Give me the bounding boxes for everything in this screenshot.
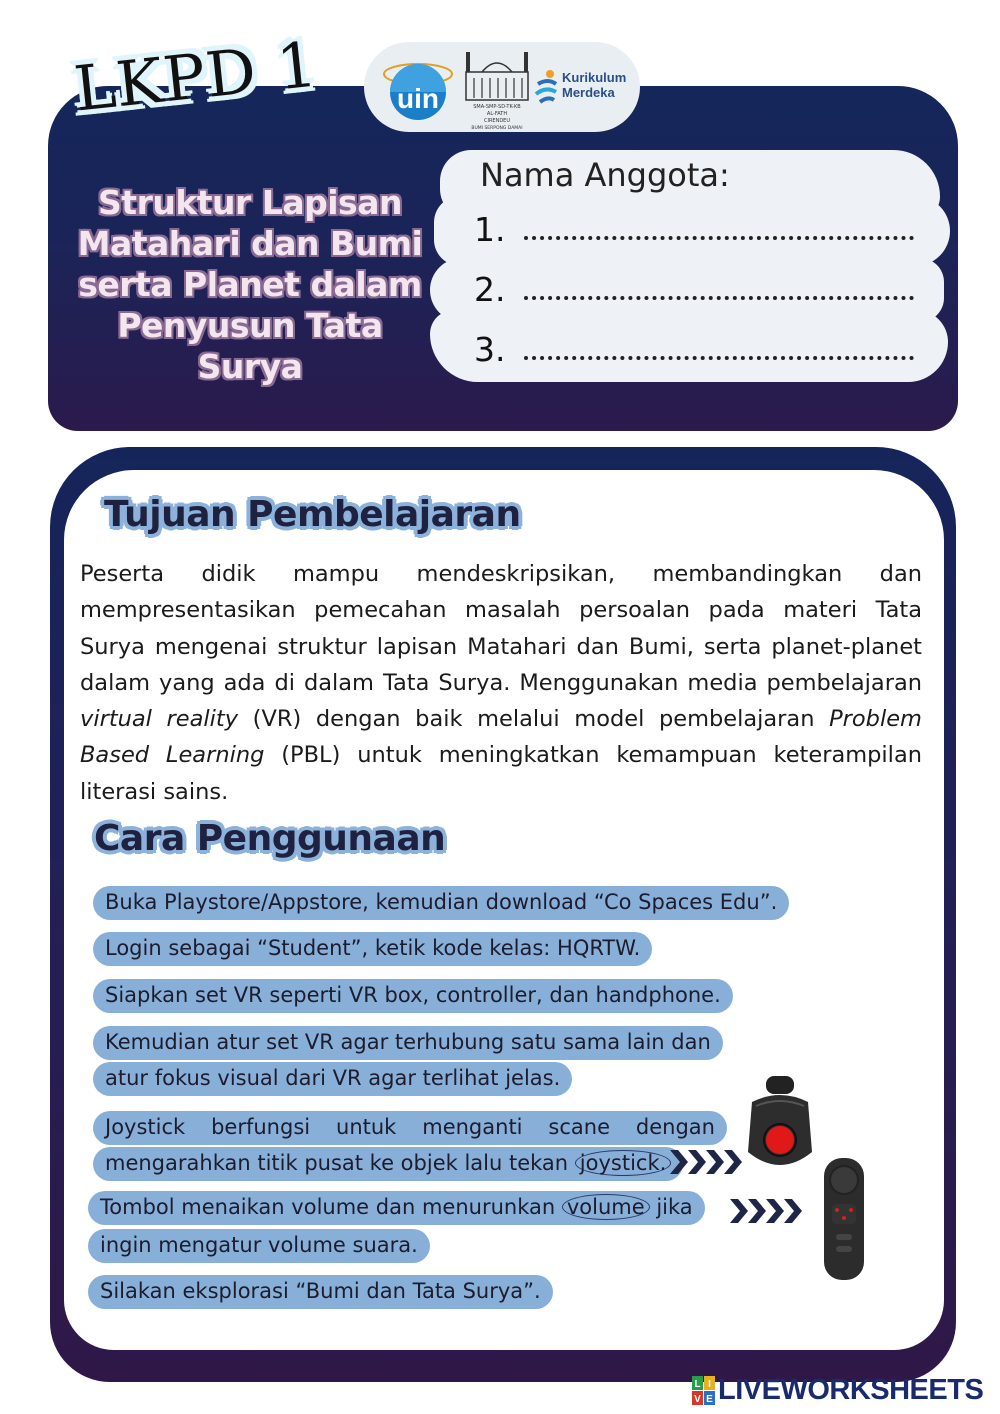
step-6 — [88, 1191, 705, 1225]
step-1-text: Buka Playstore/Appstore, kemudian download “Co Spaces Edu”. — [93, 886, 789, 920]
mosque-caption-3: CIRENDEU — [483, 118, 511, 124]
step-3-text: Siapkan set VR seperti VR box, controller, dan handphone. — [93, 979, 733, 1013]
subject-title-line-2: Matahari dan Bumi — [77, 224, 423, 263]
step-7 — [88, 1275, 553, 1309]
kurikulum-merdeka-icon — [534, 68, 560, 106]
subject-title-line-1: Struktur Lapisan — [98, 183, 402, 222]
members-card — [430, 150, 950, 382]
live-badge-icon — [692, 1376, 716, 1406]
member-row-2[interactable] — [474, 270, 506, 309]
step-4 — [93, 1026, 723, 1060]
step-6-line-1-end: jika — [649, 1195, 693, 1219]
subject-title-line-4: Penyusun Tata Surya — [117, 306, 383, 386]
step-6-line-1-text: Tombol menaikan volume dan menurunkan — [100, 1195, 562, 1219]
member-number-3: 3. — [474, 330, 506, 369]
mosque-caption-1: SMA-SMP-SD-TK-KB — [473, 104, 521, 110]
step-4-cont — [93, 1062, 572, 1096]
vr-remote-icon — [822, 1156, 866, 1282]
step-2 — [93, 932, 652, 966]
mosque-logo-icon — [462, 46, 532, 130]
objective-text-2: (VR) dengan baik melalui model pembelajaran — [238, 706, 830, 733]
objective-text-3: (PBL) untuk meningkatkan kemampuan keterampilan literasi sains. — [80, 742, 922, 805]
step-6-line-2: ingin mengatur volume suara. — [88, 1229, 430, 1263]
uin-logo-text: uin — [397, 83, 439, 114]
step-5-cont — [93, 1147, 683, 1181]
step-6-line-1 — [88, 1191, 705, 1225]
volume-circled-word: volume — [562, 1194, 650, 1220]
objective-heading: Tujuan Pembelajaran — [104, 494, 521, 535]
step-4-line-2: atur fokus visual dari VR agar terlihat jelas. — [93, 1062, 572, 1096]
subject-title — [70, 182, 430, 387]
step-6-cont — [88, 1229, 430, 1263]
mosque-caption-2: AL-FATH — [486, 111, 508, 117]
objective-italic-pbl: Problem Based Learning — [80, 706, 922, 769]
step-5-line-2-text: mengarahkan titik pusat ke objek lalu tekan — [105, 1151, 575, 1175]
member-line-1[interactable] — [524, 236, 914, 240]
objective-text-1: Peserta didik mampu mendeskripsikan, membandingkan dan mempresentasikan pemecahan masalah persoalan pada materi Tata Surya mengenai struktur lapisan Matahari dan Bumi, serta planet-planet dalam yang ada di dalam Tata Surya. Menggunakan media pembelajaran — [80, 561, 922, 696]
member-line-2[interactable] — [524, 296, 914, 300]
usage-heading: Cara Penggunaan — [94, 818, 446, 859]
step-3 — [93, 979, 733, 1013]
liveworksheets-text[interactable]: LIVEWORKSHEETS — [718, 1374, 984, 1406]
step-5-line-2 — [93, 1147, 683, 1181]
kurikulum-text: Kurikulum — [562, 70, 627, 85]
members-label: Nama Anggota: — [480, 156, 730, 194]
uin-logo-icon — [380, 52, 456, 124]
member-number-2: 2. — [474, 270, 506, 309]
objective-text — [80, 556, 922, 810]
subject-title-line-3: serta Planet dalam — [78, 265, 422, 304]
logo-strip — [364, 42, 640, 132]
badge-v: V — [694, 1394, 701, 1405]
member-number-1: 1. — [474, 210, 506, 249]
mosque-caption-4: BUMI SERPONG DAMAI — [471, 126, 523, 130]
lkpd-title: LKPD 1 — [70, 27, 322, 126]
chevrons-right-icon-2 — [730, 1197, 804, 1225]
step-1 — [93, 886, 789, 920]
joystick-icon — [742, 1074, 818, 1174]
joystick-circled-word: joystick. — [575, 1150, 672, 1176]
member-row-3[interactable] — [474, 330, 506, 369]
kurikulum-merdeka-logo — [534, 68, 634, 108]
member-row-1[interactable] — [474, 210, 506, 249]
step-2-text: Login sebagai “Student”, ketik kode kelas: HQRTW. — [93, 932, 652, 966]
liveworksheets-logo[interactable] — [692, 1374, 992, 1408]
step-4-line-1: Kemudian atur set VR agar terhubung satu sama lain dan — [93, 1026, 723, 1060]
step-5-line-1: Joystick berfungsi untuk menganti scane dengan — [93, 1111, 727, 1145]
badge-e: E — [706, 1394, 713, 1405]
chevrons-right-icon — [670, 1148, 744, 1176]
badge-i: I — [708, 1379, 711, 1390]
step-7-text: Silakan eksplorasi “Bumi dan Tata Surya”. — [88, 1275, 553, 1309]
badge-l: L — [694, 1379, 701, 1390]
step-5 — [93, 1111, 727, 1145]
objective-italic-vr: virtual reality — [80, 706, 239, 733]
member-line-3[interactable] — [524, 356, 914, 360]
merdeka-text: Merdeka — [562, 85, 615, 100]
